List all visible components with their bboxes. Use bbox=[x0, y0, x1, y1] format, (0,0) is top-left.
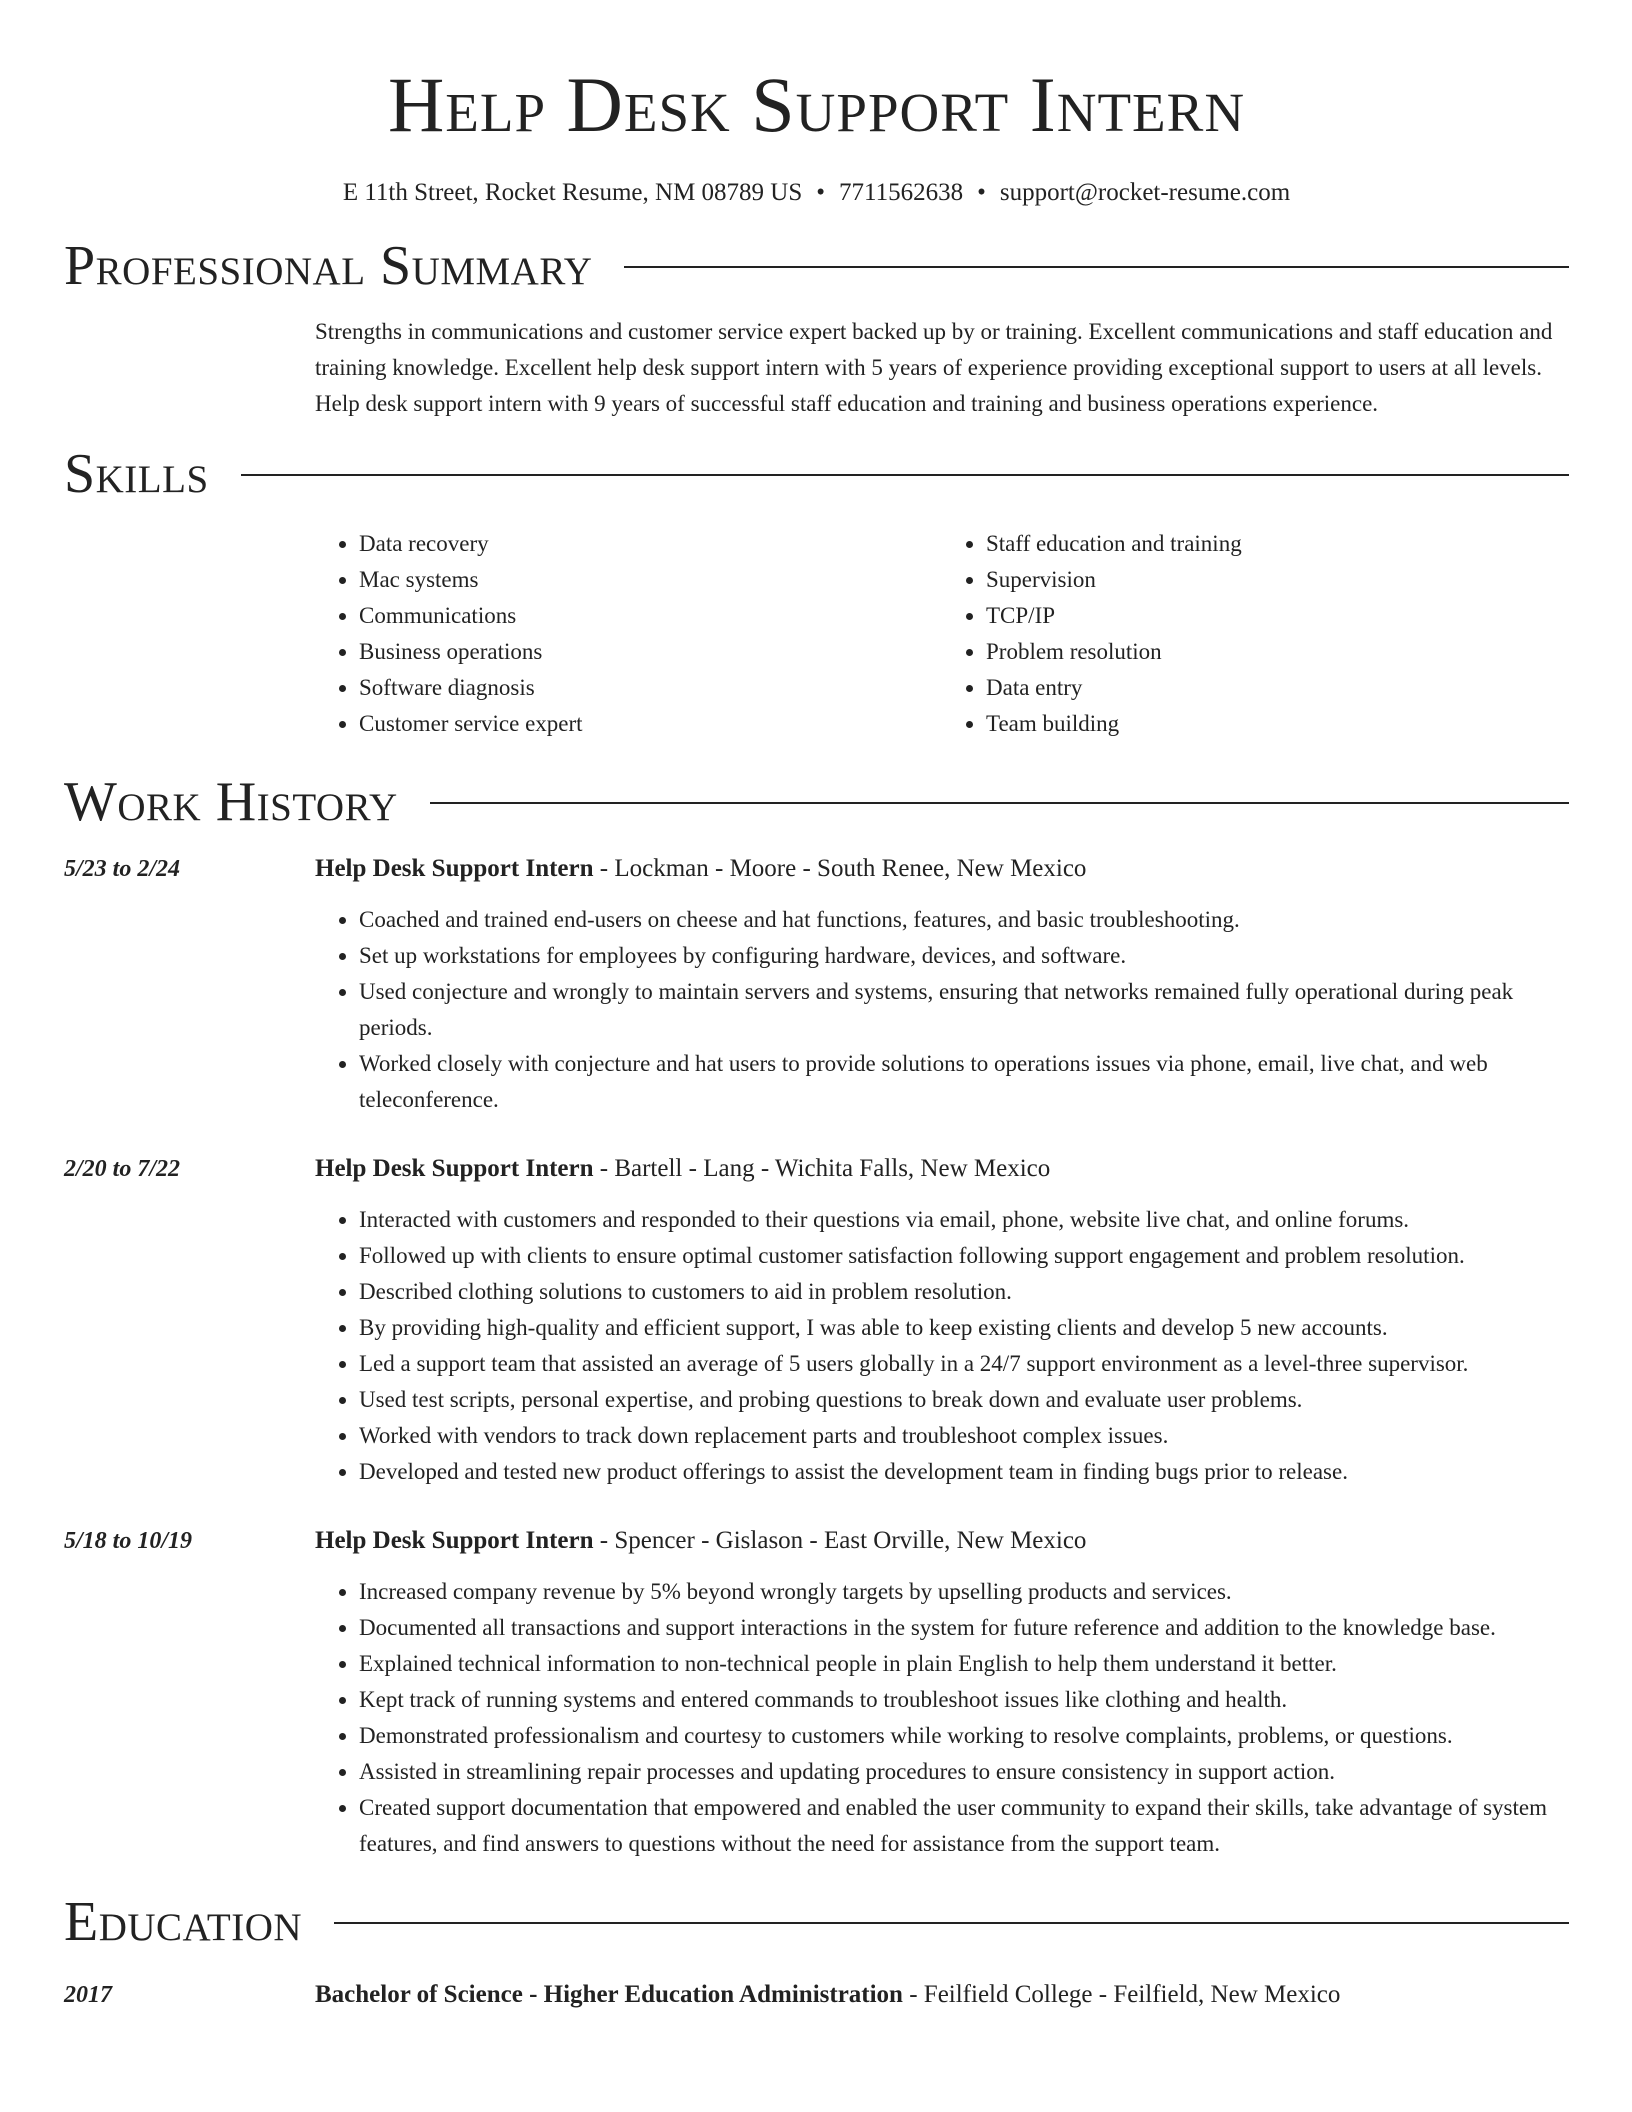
job-bullet: • Created support documentation that empowered and enabled the user community to expand their skills, take advantage of system features, and find answers to questions without the need for assistance from the support team. bbox=[359, 1790, 1569, 1862]
job-bullet: • Worked with vendors to track down replacement parts and troubleshoot complex issues. bbox=[359, 1418, 1569, 1454]
job-entry bbox=[64, 1152, 1569, 1490]
job-entry bbox=[64, 852, 1569, 1118]
section-header-skills bbox=[64, 442, 1569, 506]
contact-email: support@rocket-resume.com bbox=[999, 179, 1291, 206]
job-heading bbox=[315, 1152, 1569, 1186]
job-title: Help Desk Support Intern bbox=[315, 1527, 594, 1554]
section-title: Professional Summary bbox=[64, 235, 593, 297]
summary-text: Strengths in communications and customer service expert backed up by or training. Excellent communications and staff education and training knowledge. Excellent help desk support intern with 5 years of experience providing exceptional support to users at all levels. Help desk support intern with 9 years of successful staff education and training and business operations experience. bbox=[315, 319, 1553, 416]
job-employer: - Spencer - Gislason - East Orville, New Mexico bbox=[593, 1527, 1087, 1554]
section-header-summary bbox=[64, 234, 1569, 298]
job-bullet: • Coached and trained end-users on cheese and hat functions, features, and basic troubleshooting. bbox=[359, 902, 1569, 938]
job-title: Help Desk Support Intern bbox=[315, 855, 594, 882]
skills-list bbox=[315, 526, 1569, 742]
job-bullet: • Interacted with customers and responded to their questions via email, phone, website live chat, and online forums. bbox=[359, 1202, 1569, 1238]
job-heading bbox=[315, 1524, 1569, 1558]
job-bullet: • Followed up with clients to ensure optimal customer satisfaction following support engagement and problem resolution. bbox=[359, 1238, 1569, 1274]
education-details bbox=[315, 1978, 1569, 2012]
skill-item: • Supervision bbox=[986, 562, 1569, 598]
job-bullet: • Demonstrated professionalism and courtesy to customers while working to resolve complaints, problems, or questions. bbox=[359, 1718, 1569, 1754]
contact-separator: • bbox=[977, 179, 986, 206]
job-bullet: • Described clothing solutions to customers to aid in problem resolution. bbox=[359, 1274, 1569, 1310]
section-title: Education bbox=[64, 1891, 303, 1953]
section-divider bbox=[334, 1922, 1569, 1924]
job-dates: 5/23 to 2/24 bbox=[64, 856, 181, 882]
job-bullet: • Explained technical information to non-technical people in plain English to help them understand it better. bbox=[359, 1646, 1569, 1682]
job-employer: - Bartell - Lang - Wichita Falls, New Mexico bbox=[593, 1155, 1051, 1182]
section-title: Skills bbox=[64, 443, 209, 505]
job-bullets bbox=[315, 1574, 1569, 1862]
contact-phone: 7711562638 bbox=[839, 179, 964, 206]
education-degree: Bachelor of Science - Higher Education Administration bbox=[315, 1981, 903, 2008]
job-bullets bbox=[315, 902, 1569, 1118]
job-title: Help Desk Support Intern bbox=[315, 1155, 594, 1182]
job-bullet: • Worked closely with conjecture and hat users to provide solutions to operations issues via phone, email, live chat, and web teleconference. bbox=[359, 1046, 1569, 1118]
section-header-education bbox=[64, 1890, 1569, 1954]
candidate-name: Help Desk Support Intern bbox=[387, 61, 1246, 148]
skill-item: • Business operations bbox=[359, 634, 942, 670]
job-bullets bbox=[315, 1202, 1569, 1490]
skill-item: • Problem resolution bbox=[986, 634, 1569, 670]
education-school: - Feilfield College - Feilfield, New Mexico bbox=[902, 1981, 1341, 2008]
job-dates: 5/18 to 10/19 bbox=[64, 1528, 193, 1554]
job-bullet: • Assisted in streamlining repair processes and updating procedures to ensure consistency in support action. bbox=[359, 1754, 1569, 1790]
skill-item: • Customer service expert bbox=[359, 706, 942, 742]
section-header-work-history bbox=[64, 770, 1569, 834]
contact-separator: • bbox=[816, 179, 826, 206]
skill-item: • TCP/IP bbox=[986, 598, 1569, 634]
skills-column-right bbox=[942, 526, 1569, 742]
skill-item: • Software diagnosis bbox=[359, 670, 942, 706]
job-bullet: • By providing high-quality and efficient support, I was able to keep existing clients and develop 5 new accounts. bbox=[359, 1310, 1569, 1346]
skill-item: • Team building bbox=[986, 706, 1569, 742]
skill-item: • Staff education and training bbox=[986, 526, 1569, 562]
section-divider bbox=[241, 474, 1569, 476]
contact-line bbox=[64, 178, 1569, 208]
job-bullet: • Kept track of running systems and entered commands to troubleshoot issues like clothing and health. bbox=[359, 1682, 1569, 1718]
section-divider bbox=[624, 266, 1569, 268]
skill-item: • Data recovery bbox=[359, 526, 942, 562]
job-details bbox=[315, 852, 1569, 1118]
section-title: Work History bbox=[64, 771, 398, 833]
job-details bbox=[315, 1152, 1569, 1490]
education-entry bbox=[64, 1978, 1569, 2012]
contact-address: E 11th Street, Rocket Resume, NM 08789 US bbox=[342, 179, 803, 206]
job-employer: - Lockman - Moore - South Renee, New Mexico bbox=[593, 855, 1087, 882]
job-bullet: • Used test scripts, personal expertise, and probing questions to break down and evaluate user problems. bbox=[359, 1382, 1569, 1418]
skill-item: • Data entry bbox=[986, 670, 1569, 706]
job-bullet: • Used conjecture and wrongly to maintain servers and systems, ensuring that networks remained fully operational during peak periods. bbox=[359, 974, 1569, 1046]
skill-item: • Mac systems bbox=[359, 562, 942, 598]
job-bullet: • Led a support team that assisted an average of 5 users globally in a 24/7 support environment as a level-three supervisor. bbox=[359, 1346, 1569, 1382]
job-bullet: • Set up workstations for employees by configuring hardware, devices, and software. bbox=[359, 938, 1569, 974]
job-dates: 2/20 to 7/22 bbox=[64, 1156, 181, 1182]
job-heading bbox=[315, 852, 1569, 886]
job-entry bbox=[64, 1524, 1569, 1862]
skills-column-left bbox=[315, 526, 942, 742]
skill-item: • Communications bbox=[359, 598, 942, 634]
job-bullet: • Documented all transactions and support interactions in the system for future reference and addition to the knowledge base. bbox=[359, 1610, 1569, 1646]
section-divider bbox=[430, 802, 1569, 804]
job-details bbox=[315, 1524, 1569, 1862]
job-bullet: • Increased company revenue by 5% beyond wrongly targets by upselling products and services. bbox=[359, 1574, 1569, 1610]
job-bullet: • Developed and tested new product offerings to assist the development team in finding bugs prior to release. bbox=[359, 1454, 1569, 1490]
education-year: 2017 bbox=[64, 1982, 112, 2008]
